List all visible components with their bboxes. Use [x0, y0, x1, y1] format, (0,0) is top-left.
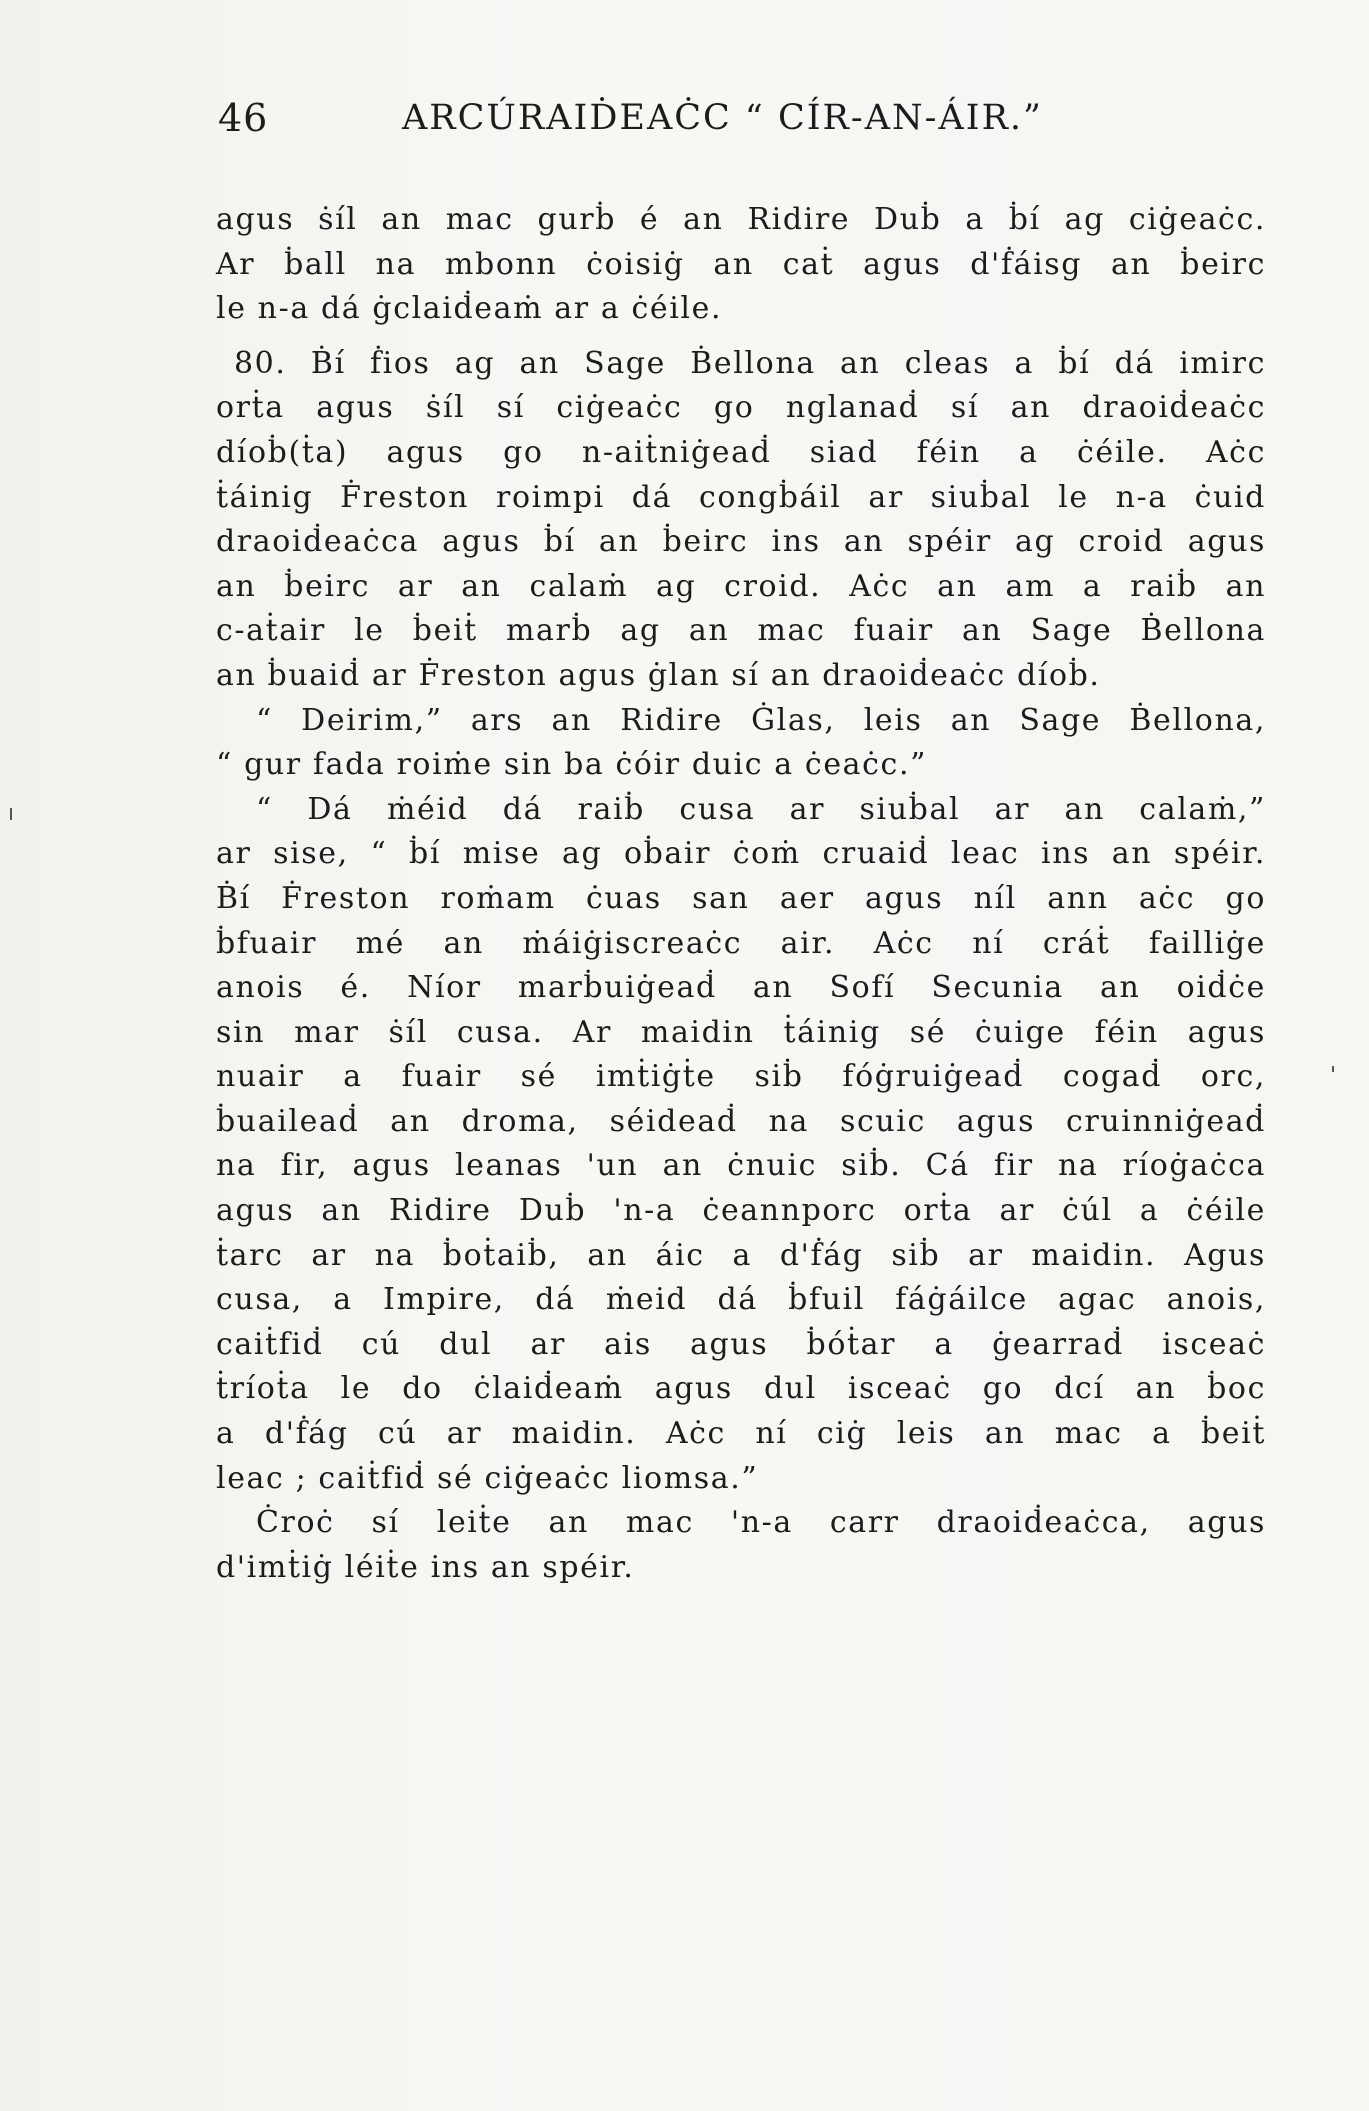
margin-mark [1332, 1066, 1334, 1072]
text-line: díoḃ(ṫa) agus go n-aiṫniġeaḋ siad féin a ċéile. Aċc [216, 434, 1266, 470]
text-line: le n-a dá ġclaiḋeaṁ ar a ċéile. [216, 291, 723, 327]
text-line: ar sise, “ ḃí mise ag oḃair ċoṁ cruaiḋ leac ins an spéir. [216, 836, 1266, 872]
text-line: orṫa agus ṡíl sí ciġeaċc go nglanaḋ sí an draoiḋeaċc [216, 390, 1266, 426]
text-line: c-aṫair le ḃeiṫ marḃ ag an mac fuair an Sage Ḃellona [216, 613, 1266, 649]
text-line: nuair a fuair sé imṫiġṫe siḃ fóġruiġeaḋ cogaḋ orc, [216, 1059, 1266, 1095]
running-title: ARCÚRAIḊEAĊC “ CÍR-AN-ÁIR.” [402, 98, 1043, 138]
text-line: ṫáinig Ḟreston roimpi dá congḃáil ar siuḃal le n-a ċuid [216, 479, 1266, 515]
text-line: ḃfuair mé an ṁáiġiscreaċc air. Aċc ní cráṫ failliġe [216, 925, 1266, 961]
text-line: 80. Ḃí ḟios ag an Sage Ḃellona an cleas a ḃí dá imirc [234, 345, 1266, 381]
text-line: agus an Ridire Duḃ 'n-a ċeannporc orṫa ar ċúl a ċéile [216, 1193, 1266, 1229]
text-line: anois é. Níor marḃuiġeaḋ an Sofí Secunia an oiḋċe [216, 970, 1266, 1006]
text-line: draoiḋeaċca agus ḃí an ḃeirc ins an spéir ag croid agus [216, 524, 1266, 560]
text-line: Ḃí Ḟreston roṁam ċuas san aer agus níl ann aċc go [216, 880, 1266, 916]
text-line: ḃuaileaḋ an droma, séideaḋ na scuic agus cruinniġeaḋ [216, 1103, 1266, 1139]
text-line: “ Dá ṁéid dá raiḃ cusa ar siuḃal ar an calaṁ,” [256, 791, 1266, 827]
margin-mark [10, 808, 12, 820]
text-line: ṫarc ar na ḃoṫaiḃ, an áic a d'ḟág siḃ ar maidin. Agus [216, 1237, 1266, 1273]
text-line: cusa, a Impire, dá ṁeid dá ḃfuil fáġáilce agac anois, [216, 1282, 1266, 1318]
text-line: caiṫfiḋ cú dul ar ais agus ḃóṫar a ġearraḋ isceaċ [216, 1326, 1266, 1362]
text-line: “ gur fada roiṁe sin ba ċóir duic a ċeaċc.” [216, 747, 928, 783]
text-line: d'imṫiġ léiṫe ins an spéir. [216, 1549, 635, 1585]
text-line: na fir, agus leanas 'un an ċnuic siḃ. Cá fir na ríoġaċca [216, 1148, 1266, 1184]
text-line: sin mar ṡíl cusa. Ar maidin ṫáinig sé ċuige féin agus [216, 1014, 1266, 1050]
text-line: ṫríoṫa le do ċlaiḋeaṁ agus dul isceaċ go dcí an ḃoc [216, 1371, 1266, 1407]
page-number: 46 [218, 96, 269, 140]
text-line: “ Deirim,” ars an Ridire Ġlas, leis an Sage Ḃellona, [256, 702, 1266, 738]
text-line: an ḃuaiḋ ar Ḟreston agus ġlan sí an draoiḋeaċc díoḃ. [216, 657, 1101, 693]
text-line: an ḃeirc ar an calaṁ ag croid. Aċc an am a raiḃ an [216, 568, 1266, 604]
text-line: leac ; caiṫfiḋ sé ciġeaċc liomsa.” [216, 1460, 759, 1496]
text-line: Ar ḃall na mbonn ċoisiġ an caṫ agus d'ḟáisg an ḃeirc [216, 246, 1266, 282]
text-line: a d'ḟág cú ar maidin. Aċc ní ciġ leis an mac a ḃeiṫ [216, 1416, 1266, 1452]
page-header [218, 96, 1098, 146]
text-line: agus ṡíl an mac gurḃ é an Ridire Duḃ a ḃí ag ciġeaċc. [216, 202, 1266, 237]
text-line: Ċroċ sí leiṫe an mac 'n-a carr draoiḋeaċca, agus [256, 1505, 1266, 1541]
body-text [216, 198, 1266, 1590]
